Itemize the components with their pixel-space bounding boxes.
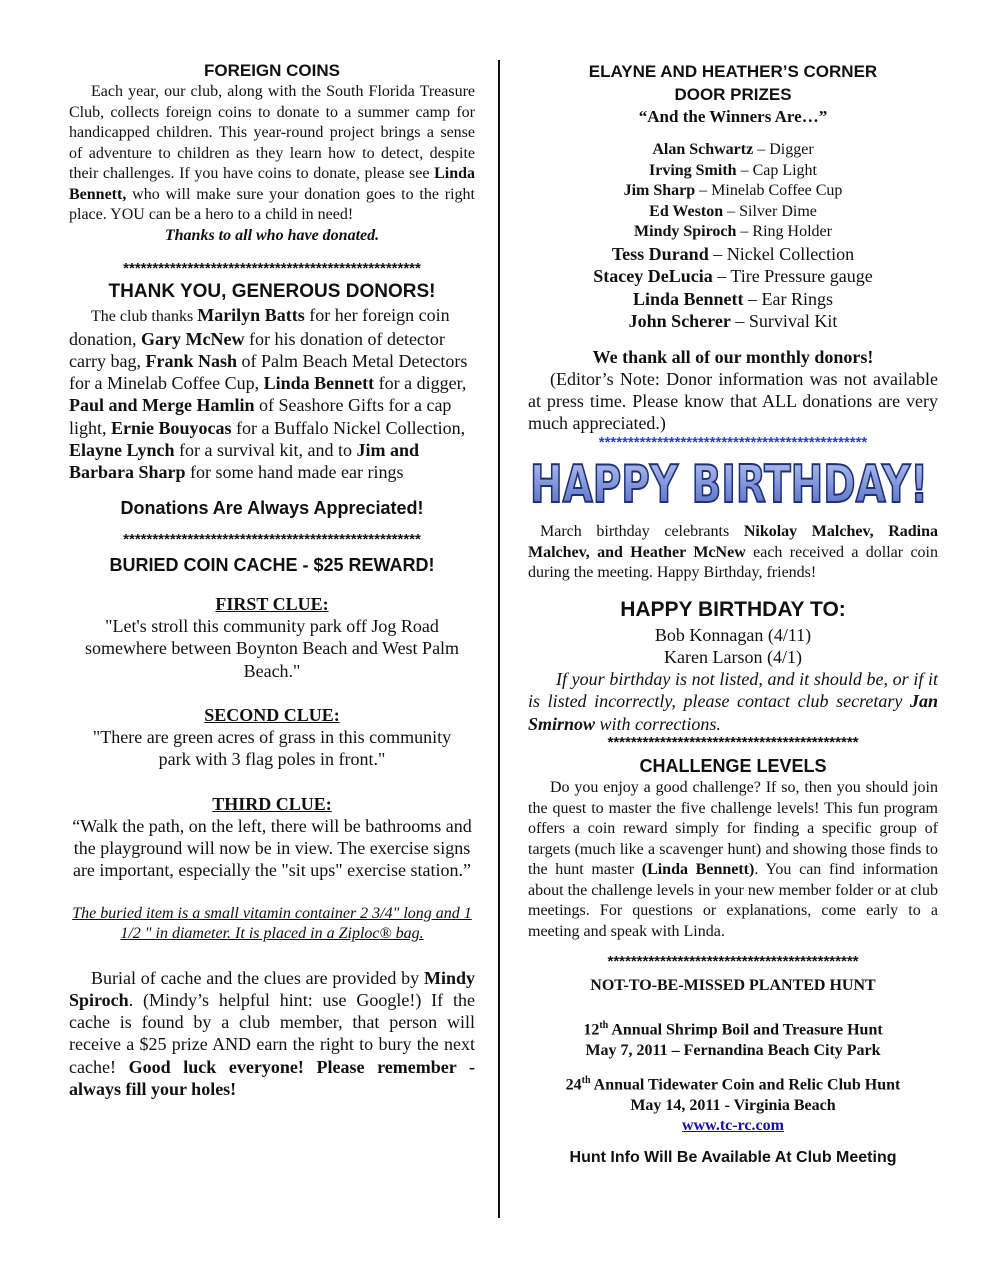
donor-name-4: Linda Bennett (263, 373, 375, 394)
clue2-title: SECOND CLUE: (204, 705, 340, 726)
donor-name-7: Elayne Lynch (69, 439, 175, 460)
winners-subtitle: “And the Winners Are…” (638, 107, 828, 126)
event-2-link[interactable]: www.tc-rc.com (682, 1117, 784, 1135)
burial-text-b: . (Mindy’s helpful hint: use Google!) If the cache is found by a club member, that person will receive a $25 prize AND earn the right to bury the next cache! (69, 989, 475, 1077)
star-divider-1: *************************************************** (123, 259, 421, 277)
monthly-donors: We thank all of our monthly donors! (592, 346, 874, 367)
event-2-link-line (528, 1116, 938, 1137)
left-column (69, 60, 475, 1100)
bday-note-b: with corrections. (595, 713, 721, 734)
donations-appreciated: Donations Are Always Appreciated! (120, 498, 424, 519)
winner-prize: – Silver Dime (723, 202, 817, 220)
event-1-number: 12 (583, 1021, 600, 1039)
hunt-info-note: Hunt Info Will Be Available At Club Meeting (569, 1148, 897, 1166)
happy-birthday-text: HAPPY BIRTHDAY! (530, 456, 928, 509)
winner-prize: – Ear Rings (743, 288, 834, 309)
bday-name: Karen Larson (4/1) (664, 646, 802, 667)
challenge-hunt-master: (Linda Bennett) (641, 861, 755, 879)
donors-text-9: for some hand made ear rings (185, 461, 404, 482)
winner-prize: – Minelab Coffee Cup (695, 182, 843, 199)
bday-note (528, 668, 938, 736)
happy-birthday-banner (528, 456, 938, 508)
clue1-text: "Let's stroll this community park off Jog Road somewhere between Boynton Beach and West Palm Beach." (84, 616, 460, 681)
burial-text-a: Burial of cache and the clues are provided by (91, 967, 424, 988)
planted-hunt-title: NOT-TO-BE-MISSED PLANTED HUNT (590, 977, 876, 995)
donor-name-8: Jim and Barbara Sharp (69, 439, 420, 482)
donors-text (69, 304, 475, 484)
clue1-title: FIRST CLUE: (215, 594, 329, 615)
event-1-title (528, 1016, 938, 1041)
donors-text-2: for her foreign coin donation, (69, 304, 450, 349)
foreign-coins-text-a: Each year, our club, along with the South Florida Treasure Club, collects foreign coins to donate to a summer camp for handicapped children. This year-round project brings a sense of adventure to children as they learn how to detect, despite their challenges. If you have coins to donate, please see (69, 83, 475, 182)
donor-name-3: Frank Nash (145, 350, 237, 371)
donors-title: THANK YOU, GENEROUS DONORS! (108, 280, 436, 302)
donor-name-1: Marilyn Batts (197, 304, 305, 325)
challenge-text-b: . You can find information about the challenge levels in your new member folder or at club meetings. For questions or explanations, come early to a meeting and speak with Linda. (528, 861, 939, 940)
winner-prize: – Digger (753, 141, 814, 158)
foreign-coins-text (69, 82, 475, 226)
donors-text-5: for a digger, (374, 373, 467, 394)
winner-name: Linda Bennett (632, 288, 744, 309)
star-divider-blue: ********************************************** (598, 434, 868, 452)
foreign-coins-contact: Linda Bennett, (69, 165, 475, 203)
donor-name-6: Ernie Bouyocas (111, 417, 232, 438)
event-2-title (528, 1071, 938, 1096)
star-divider-3: ******************************************* (607, 735, 859, 752)
cache-burial-text (69, 967, 475, 1101)
winner-prize: – Nickel Collection (708, 243, 855, 264)
winner-prize: – Cap Light (736, 161, 817, 179)
birthday-text-b: each received a dollar coin during the meeting. Happy Birthday, friends! (528, 543, 938, 582)
birthday-celebrants (528, 522, 938, 584)
winner-item (528, 265, 938, 288)
door-prizes-title: DOOR PRIZES (674, 85, 792, 104)
bday-name: Bob Konnagan (4/11) (654, 624, 812, 645)
birthday-text-a: March birthday celebrants (540, 523, 744, 541)
winner-item (528, 310, 938, 333)
right-column (528, 60, 938, 1169)
editor-note: (Editor’s Note: Donor information was not available at press time. Please know that ALL donations are very much appreciated.) (528, 368, 938, 434)
winner-item (528, 140, 938, 161)
event-2-date: May 14, 2011 - Virginia Beach (630, 1096, 836, 1114)
winner-item (528, 222, 938, 243)
secretary-name: Jan Smirnow (528, 691, 938, 734)
winner-name: Ed Weston (649, 202, 724, 220)
clue2-text: "There are green acres of grass in this community park with 3 flag poles in front." (92, 727, 452, 770)
cache-container-note: The buried item is a small vitamin container 2 3/4" long and 1 1/2 " in diameter. It is placed in a Ziploc® bag. (72, 904, 472, 942)
bday-note-a: If your birthday is not listed, and it should be, or if it is listed incorrectly, please contact club secretary (528, 668, 938, 712)
cache-title: BURIED COIN CACHE - $25 REWARD! (109, 555, 435, 576)
column-divider (498, 60, 500, 1218)
winner-name: John Scherer (628, 311, 731, 331)
winner-prize: – Ring Holder (736, 223, 832, 240)
good-luck-text: Good luck everyone! Please remember - always fill your holes! (69, 1056, 475, 1099)
winner-item (528, 243, 938, 266)
winner-name: Alan Schwartz (652, 141, 754, 158)
winner-name: Mindy Spiroch (634, 223, 737, 240)
event-2-name: Annual Tidewater Coin and Relic Club Hunt (590, 1076, 901, 1094)
event-1-name: Annual Shrimp Boil and Treasure Hunt (608, 1021, 883, 1039)
event-1-date: May 7, 2011 – Fernandina Beach City Park (585, 1042, 881, 1060)
winner-item (528, 181, 938, 202)
donors-text-8: for a survival kit, and to (174, 439, 357, 460)
winner-prize: – Survival Kit (730, 311, 838, 331)
event-2-suffix: th (581, 1074, 591, 1086)
donor-name-2: Gary McNew (141, 328, 245, 349)
winner-item (528, 161, 938, 182)
challenge-title: CHALLENGE LEVELS (639, 756, 827, 777)
winner-prize: – Tire Pressure gauge (712, 266, 873, 286)
corner-title: ELAYNE AND HEATHER’S CORNER (588, 62, 878, 81)
challenge-text (528, 778, 938, 942)
birthday-names: Nikolay Malchev, Radina Malchev, and Heather McNew (528, 523, 938, 561)
event-1-suffix: th (599, 1020, 609, 1032)
star-divider-2: *************************************************** (123, 531, 421, 549)
clue3-title: THIRD CLUE: (212, 793, 332, 814)
foreign-coins-title: FOREIGN COINS (203, 61, 340, 80)
happy-birthday-graphic (528, 456, 938, 508)
foreign-coins-thanks: Thanks to all who have donated. (164, 226, 380, 244)
star-divider-4: ******************************************* (607, 953, 859, 971)
event-2-number: 24 (565, 1076, 582, 1094)
winner-item (528, 202, 938, 223)
clue3-text: “Walk the path, on the left, there will be bathrooms and the playground will now be in view. The exercise signs are important, especially the "sit ups" exercise station.” (72, 815, 472, 881)
burial-name: Mindy Spiroch (69, 967, 475, 1010)
winners-list (528, 140, 938, 333)
winner-item (528, 288, 938, 311)
donors-text-1: The club thanks (91, 307, 198, 325)
donors-text-6: of Seashore Gifts for a cap light, (69, 395, 452, 438)
winner-name: Irving Smith (648, 161, 737, 179)
winner-name: Jim Sharp (623, 182, 696, 199)
donors-text-3: for his donation of detector carry bag, (69, 328, 445, 371)
donors-text-4: of Palm Beach Metal Detectors for a Minelab Coffee Cup, (69, 350, 468, 394)
winner-name: Stacey DeLucia (593, 266, 713, 286)
foreign-coins-text-b: who will make sure your donation goes to the right place. YOU can be a hero to a child in need! (69, 185, 475, 223)
winner-name: Tess Durand (611, 243, 709, 264)
donors-text-7: for a Buffalo Nickel Collection, (231, 417, 466, 438)
bday-to-title: HAPPY BIRTHDAY TO: (620, 597, 846, 621)
donor-name-5: Paul and Merge Hamlin (69, 395, 255, 416)
challenge-text-a: Do you enjoy a good challenge? If so, then you should join the quest to master the five challenge levels! This fun program offers a coin reward simply for finding a specific group of targets (much like a scavenger hunt) and showing those finds to the hunt master (528, 779, 938, 879)
